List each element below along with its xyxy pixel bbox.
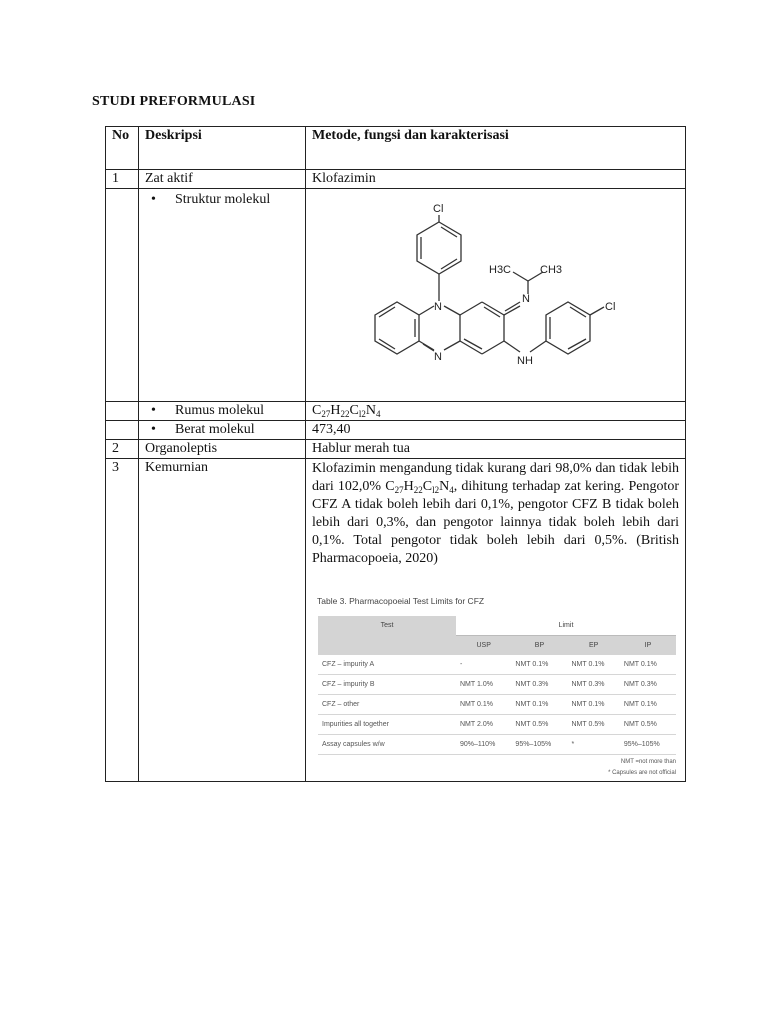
col-usp: USP — [456, 636, 511, 656]
row-no: 3 — [106, 459, 139, 782]
atom-ch3: CH3 — [540, 264, 563, 276]
col-bp: BP — [511, 636, 567, 656]
bullet-icon: • — [151, 192, 156, 207]
cell-usp: NMT 2.0% — [456, 715, 511, 735]
atom-cl-right: Cl — [605, 301, 616, 313]
page-title: STUDI PREFORMULASI — [92, 94, 256, 109]
pharma-table — [318, 616, 676, 755]
cell-ep: NMT 0.3% — [568, 675, 620, 695]
atom-n-ring-top: N — [434, 301, 442, 313]
cell-ip: NMT 0.1% — [620, 655, 676, 675]
atom-n-ring-bottom: N — [434, 351, 442, 363]
formula-value: $C_{27}H_{22}C_{l2}N_4$ — [306, 402, 686, 421]
cell-bp: NMT 0.3% — [511, 675, 567, 695]
header-no: No — [106, 127, 139, 170]
cell-test: CFZ – impurity A — [318, 655, 456, 675]
pharma-limit-header: Limit — [456, 616, 676, 636]
table-row — [106, 440, 686, 459]
pharma-note-capsules: * Capsules are not official — [608, 770, 676, 776]
molecule-structure — [306, 189, 686, 402]
table-row — [106, 189, 686, 402]
row-desc: Kemurnian — [139, 459, 306, 782]
row-desc: Rumus molekul — [175, 403, 265, 418]
table-row — [106, 421, 686, 440]
row-desc: Struktur molekul — [175, 192, 271, 207]
row-value: 473,40 — [306, 421, 686, 440]
cell-ep: NMT 0.5% — [568, 715, 620, 735]
atom-h3c: H3C — [489, 264, 512, 276]
header-metode: Metode, fungsi dan karakterisasi — [306, 127, 686, 170]
col-ep: EP — [568, 636, 620, 656]
row-desc: Organoleptis — [139, 440, 306, 459]
table-row — [318, 715, 676, 735]
cell-usp: NMT 1.0% — [456, 675, 511, 695]
row-value: Hablur merah tua — [306, 440, 686, 459]
cell-bp: NMT 0.1% — [511, 695, 567, 715]
table-row — [318, 655, 676, 675]
cell-usp: NMT 0.1% — [456, 695, 511, 715]
table-row — [106, 170, 686, 189]
cell-ep: NMT 0.1% — [568, 655, 620, 675]
cell-ip: NMT 0.5% — [620, 715, 676, 735]
pharma-table-title: Table 3. Pharmacopoeial Test Limits for CFZ — [317, 596, 485, 606]
row-no: 2 — [106, 440, 139, 459]
row-desc: Zat aktif — [139, 170, 306, 189]
table-row — [318, 695, 676, 715]
row-desc: Berat molekul — [175, 422, 255, 437]
table-row — [106, 402, 686, 421]
clofazimine-structure-icon — [306, 189, 684, 395]
cell-test: CFZ – impurity B — [318, 675, 456, 695]
table-row — [318, 675, 676, 695]
cell-bp: 95%–105% — [511, 735, 567, 755]
bullet-icon: • — [151, 403, 156, 418]
cell-ep: * — [568, 735, 620, 755]
cell-test: Assay capsules w/w — [318, 735, 456, 755]
header-deskripsi: Deskripsi — [139, 127, 306, 170]
atom-cl-top: Cl — [433, 203, 444, 215]
cell-ip: NMT 0.1% — [620, 695, 676, 715]
cell-bp: NMT 0.1% — [511, 655, 567, 675]
purity-text: Klofazimin mengandung tidak kurang dari 98,0% dan tidak lebih dari 102,0% $C_{27}H_{22}C_{l2}N_4$, dihitung terhadap zat kering. Pengotor CFZ A tidak boleh lebih dari 0,1%, pengotor CFZ B tidak boleh lebih dari 0,3%, dan pengotor lainnya tidak boleh lebih dari 0,1%. Total pengotor tidak boleh lebih dari 0,5%. (British Pharmacopoeia, 2020) — [312, 461, 680, 566]
row-no: 1 — [106, 170, 139, 189]
purity-cell — [306, 459, 686, 782]
cell-test: CFZ – other — [318, 695, 456, 715]
cell-usp: 90%–110% — [456, 735, 511, 755]
pharma-table-header — [318, 616, 676, 636]
row-value: Klofazimin — [306, 170, 686, 189]
table-row — [106, 459, 686, 782]
bullet-icon: • — [151, 422, 156, 437]
atom-n-imine: N — [522, 293, 530, 305]
pharmacopoeial-table-figure — [312, 592, 679, 777]
table-header-row — [106, 127, 686, 170]
preformulation-table — [105, 126, 686, 782]
table-row — [318, 735, 676, 755]
cell-test: Impurities all together — [318, 715, 456, 735]
pharma-test-header: Test — [318, 616, 456, 655]
cell-ip: NMT 0.3% — [620, 675, 676, 695]
cell-ep: NMT 0.1% — [568, 695, 620, 715]
atom-nh: NH — [517, 355, 533, 367]
cell-usp: - — [456, 655, 511, 675]
cell-bp: NMT 0.5% — [511, 715, 567, 735]
pharma-note-nmt: NMT =not more than — [620, 759, 676, 765]
cell-ip: 95%–105% — [620, 735, 676, 755]
col-ip: IP — [620, 636, 676, 656]
